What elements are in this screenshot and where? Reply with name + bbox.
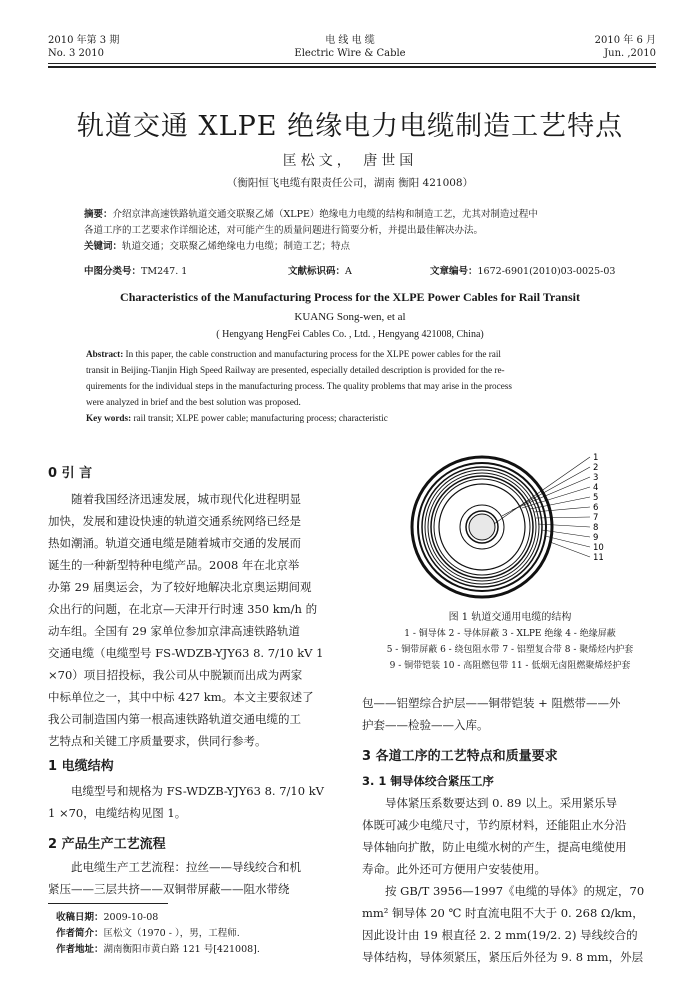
body-line: 加快，发展和建设快速的轨道交通系统网络已经是 <box>48 514 301 528</box>
body-line: 诞生的一种新型特种电缆产品。2008 年在北京举 <box>48 558 300 572</box>
article-number-value: 1672-6901(2010)03-0025-03 <box>477 266 616 277</box>
document-code <box>288 264 352 280</box>
article-number <box>430 264 615 280</box>
body-line: 包——铝塑综合护层——铜带铠装 + 阻燃带——外 <box>362 696 621 710</box>
document-code-value: A <box>345 266 352 277</box>
section-2-heading: 2 产品生产工艺流程 <box>48 837 166 852</box>
figure-caption <box>360 610 660 674</box>
abstract-en-line: quirements for the individual steps in the manufacturing process. The quality problems that may arise in the process <box>86 381 512 391</box>
callout-3: 3 <box>593 473 599 483</box>
title-zh: 轨道交通 XLPE 绝缘电力电缆制造工艺特点 <box>76 111 624 142</box>
section-1-body <box>48 780 340 824</box>
abstract-zh-line: 介绍京津高速铁路轨道交通交联聚乙烯（XLPE）绝缘电力电缆的结构和制造工艺，尤其对制造过程中 <box>112 209 538 220</box>
body-line: ×70）项目招投标，我公司从中脱颖而出成为两家 <box>48 668 303 682</box>
body-line: 随着我国经济迅速发展，城市现代化进程明显 <box>71 492 301 506</box>
affiliation-zh: （衡阳恒飞电缆有限责任公司，湖南 衡阳 421008） <box>226 177 474 189</box>
header-rule-thick <box>48 66 656 68</box>
address-label: 作者地址： <box>56 944 104 955</box>
article-number-label: 文章编号： <box>430 266 478 277</box>
body-line: 按 GB/T 3956—1997《电缆的导体》的规定，70 <box>385 884 645 898</box>
abstract-en <box>86 346 664 426</box>
journal-name-en: Electric Wire & Cable <box>294 48 406 59</box>
callout-numbers <box>593 453 604 563</box>
body-line: mm² 铜导体 20 ℃ 时直流电阻不大于 0. 268 Ω/km， <box>362 906 644 920</box>
abstract-zh-line: 各道工序的工艺要求作详细论述，对可能产生的质量问题进行简要分析，并提出最佳解决办法。 <box>84 225 484 236</box>
section-3-1-heading: 3. 1 铜导体绞合紧压工序 <box>362 774 494 788</box>
callout-2: 2 <box>593 463 599 473</box>
authors-zh: 匡松文， 唐世国 <box>282 153 418 169</box>
class-number-label: 中图分类号： <box>84 266 142 277</box>
callout-1: 1 <box>593 453 599 463</box>
footnote <box>56 910 346 958</box>
callout-7: 7 <box>593 513 599 523</box>
body-line: 电缆型号和规格为 FS-WDZB-YJY63 8. 7/10 kV <box>71 784 324 798</box>
keywords-en: rail transit; XLPE power cable; manufacturing process; characteristic <box>133 413 388 423</box>
abstract-en-label: Abstract: <box>86 349 124 359</box>
author-bio: 匡松文（1970 - ），男，工程师. <box>103 928 240 939</box>
callout-8: 8 <box>593 523 599 533</box>
cable-cross-section-figure <box>402 452 612 602</box>
section-0-body <box>48 488 340 752</box>
keywords-zh-label: 关键词： <box>84 241 123 252</box>
abstract-zh-label: 摘要： <box>84 209 113 220</box>
body-line: 护套——检验——入库。 <box>362 718 489 732</box>
body-line: 1 ×70，电缆结构见图 1。 <box>48 806 187 820</box>
callout-4: 4 <box>593 483 599 493</box>
figure-legend-line: 9 - 铜带铠装 10 - 高阻燃包带 11 - 低烟无卤阻燃聚烯烃护套 <box>389 661 631 671</box>
body-line: 交通电缆（电缆型号 FS-WDZB-YJY63 8. 7/10 kV 1 <box>48 646 324 660</box>
callout-11: 11 <box>593 553 604 563</box>
received-date: 2009-10-08 <box>103 912 159 923</box>
keywords-en-label: Key words: <box>86 413 132 423</box>
issue-date-zh: 2010 年 6 月 <box>594 35 656 46</box>
issue-number: No. 3 2010 <box>48 48 104 59</box>
section-3-body <box>362 792 658 968</box>
body-line: 动车组。全国有 29 家单位参加京津高速铁路轨道 <box>48 624 300 638</box>
class-number <box>84 264 187 280</box>
body-line: 导体结构，导体须紧压，紧压后外径为 9. 8 mm，外层 <box>362 950 644 964</box>
section-3-heading: 3 各道工序的工艺特点和质量要求 <box>362 749 558 764</box>
callout-10: 10 <box>593 543 604 553</box>
header-rule-thin <box>48 63 656 64</box>
body-line: 因此设计由 19 根直径 2. 2 mm(19/2. 2) 导线绞合的 <box>362 928 638 942</box>
body-line: 此电缆生产工艺流程：拉丝——导线绞合和机 <box>71 860 301 874</box>
body-line: 导体轴向扩散，防止电缆水树的产生，提高电缆使用 <box>362 840 627 854</box>
abstract-en-line: were analyzed in brief and the best solution was proposed. <box>86 397 301 407</box>
section-2-body <box>48 856 340 900</box>
cable-rings <box>412 457 552 597</box>
journal-issue <box>48 34 119 60</box>
section-1-heading: 1 电缆结构 <box>48 759 114 774</box>
abstract-en-line: In this paper, the cable construction and manufacturing process for the XLPE power cables for the rail <box>125 349 501 359</box>
authors-en: KUANG Song-wen, et al <box>294 311 406 323</box>
body-line: 紧压——三层共挤——双铜带屏蔽——阻水带绕 <box>48 882 290 896</box>
figure-title: 图 1 轨道交通用电缆的结构 <box>448 612 572 623</box>
document-code-label: 文献标识码： <box>288 266 346 277</box>
author-address: 湖南衡阳市黄白路 121 号[421008]. <box>103 944 260 955</box>
callout-9: 9 <box>593 533 599 543</box>
figure-legend-line: 1 - 铜导体 2 - 导体屏蔽 3 - XLPE 绝缘 4 - 绝缘屏蔽 <box>404 629 616 639</box>
body-line: 热如潮涌。轨道交通电缆是随着城市交通的发展而 <box>48 536 301 550</box>
body-line: 办第 29 届奥运会，为了较好地解决北京奥运期间观 <box>48 580 312 594</box>
author-bio-label: 作者简介： <box>56 928 104 939</box>
section-0-heading: 0 引 言 <box>48 466 93 481</box>
callout-5: 5 <box>593 493 599 503</box>
journal-name-zh: 电 线 电 缆 <box>325 35 375 46</box>
footnote-rule <box>48 903 168 904</box>
body-line: 艺特点和关键工序质量要求，供同行参考。 <box>48 734 267 748</box>
section-2-continued <box>362 692 658 736</box>
body-line: 众出行的问题，在北京—天津开行时速 350 km/h 的 <box>48 602 318 616</box>
keywords-zh: 轨道交通；交联聚乙烯绝缘电力电缆；制造工艺；特点 <box>122 241 351 252</box>
issue-year: 2010 年第 3 期 <box>48 35 120 46</box>
affiliation-en: ( Hengyang HengFei Cables Co. , Ltd. , Hengyang 421008, China) <box>216 329 484 340</box>
figure-legend-line: 5 - 铜带屏蔽 6 - 绕包阻水带 7 - 铝塑复合带 8 - 聚烯烃内护套 <box>386 645 634 655</box>
abstract-en-line: transit in Beijing-Tianjin High Speed Railway are presented, especially detailed description is provided for the re- <box>86 365 505 375</box>
body-line: 寿命。此外还可方便用户安装使用。 <box>362 862 546 876</box>
callout-6: 6 <box>593 503 599 513</box>
body-line: 中标单位之一，其中中标 427 km。本文主要叙述了 <box>48 690 314 704</box>
received-label: 收稿日期： <box>56 912 104 923</box>
journal-name <box>250 34 450 60</box>
issue-date-en: Jun. ,2010 <box>604 48 656 59</box>
abstract-zh <box>84 207 664 255</box>
body-line: 体既可减少电缆尺寸，节约原材料，还能阻止水分沿 <box>362 818 627 832</box>
body-line: 导体紧压系数要达到 0. 89 以上。采用紧乐导 <box>385 796 618 810</box>
class-number-value: TM247. 1 <box>141 266 188 277</box>
title-en: Characteristics of the Manufacturing Process for the XLPE Power Cables for Rail Transit <box>120 290 580 304</box>
issue-date <box>595 34 656 60</box>
body-line: 我公司制造国内第一根高速铁路轨道交通电缆的工 <box>48 712 301 726</box>
